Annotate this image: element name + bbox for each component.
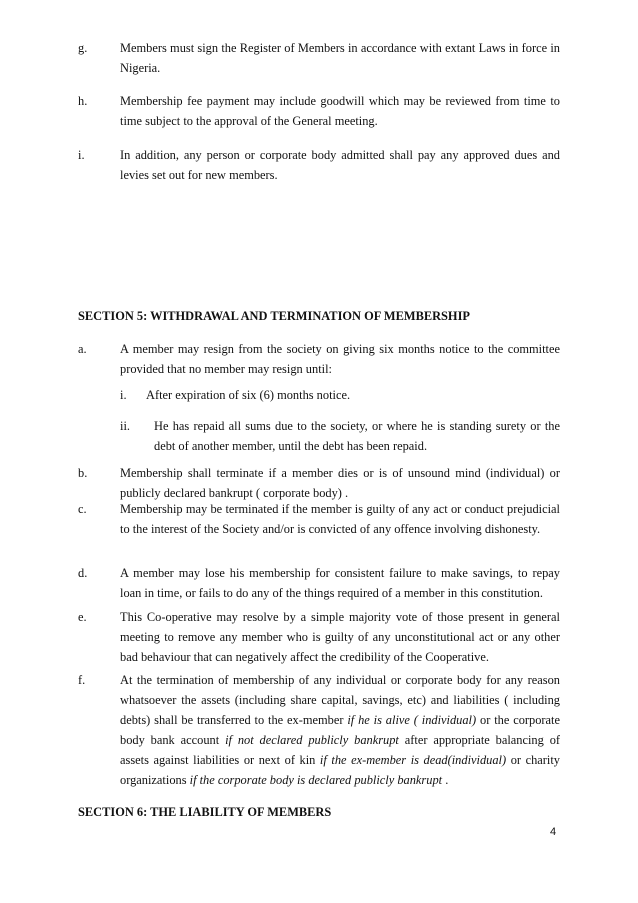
clause-text: Members must sign the Register of Members in accordance with extant Laws in force in Nigeria.	[120, 41, 560, 75]
clause-text-part: At the termination of membership of any individual or corporate body for any reason whatsoever the assets (including share capital, savings, etc) and liabilities ( including debts) shall be transferred to the ex-member	[120, 673, 560, 727]
clause-text: A member may resign from the society on giving six months notice to the committee provided that no member may resign until:	[120, 342, 560, 376]
clause-text: This Co-operative may resolve by a simple majority vote of those present in general meeting to remove any member who is guilty of any unconstitutional act or any other bad behaviour that can negatively affect the credibility of the Cooperative.	[120, 610, 560, 664]
clause-text-part: or the corporate body bank account	[120, 713, 560, 747]
clause-text: A member may lose his membership for consistent failure to make savings, to repay loan in time, or fails to do any of the things required of a member in this constitution.	[120, 566, 560, 600]
sub-clause-text: After expiration of six (6) months notice.	[146, 388, 351, 402]
page-number: 4	[550, 826, 557, 838]
clause-text-italic: if the corporate body is declared publicly bankrupt	[189, 773, 443, 787]
clause-h	[78, 91, 560, 131]
clause-a	[78, 339, 560, 379]
clause-d	[78, 563, 560, 603]
clause-text: Membership may be terminated if the member is guilty of any act or conduct prejudicial to the interest of the Society and/or is convicted of any offence involving dishonesty.	[120, 502, 560, 536]
clause-b	[78, 463, 560, 503]
clause-text: In addition, any person or corporate body admitted shall pay any approved dues and levies set out for new members.	[120, 148, 560, 182]
section-6-heading: SECTION 6: THE LIABILITY OF MEMBERS	[78, 805, 332, 819]
clause-letter: f.	[78, 673, 86, 687]
clause-text	[120, 670, 560, 790]
clause-text-part: or charity organizations	[120, 753, 560, 787]
clause-e	[78, 607, 560, 667]
clause-letter: h.	[78, 94, 88, 108]
clause-text-italic: if the ex-member is dead(individual)	[319, 753, 507, 767]
clause-letter: b.	[78, 466, 88, 480]
clause-text-part: .	[442, 773, 449, 787]
section-5-heading: SECTION 5: WITHDRAWAL AND TERMINATION OF MEMBERSHIP	[78, 309, 470, 323]
clause-letter: c.	[78, 502, 87, 516]
clause-letter: a.	[78, 342, 87, 356]
clause-g	[78, 38, 560, 78]
clause-text-italic: if he is alive ( individual)	[347, 713, 477, 727]
sub-clause-ii	[120, 416, 560, 456]
clause-letter: d.	[78, 566, 88, 580]
sub-clause-letter: ii.	[120, 419, 130, 433]
sub-clause-i	[120, 385, 560, 405]
clause-text-part: after appropriate balancing of assets against liabilities or next of kin	[120, 733, 561, 767]
clause-text-italic: if not declared publicly bankrupt	[225, 733, 399, 747]
clause-letter: e.	[78, 610, 87, 624]
clause-letter: i.	[78, 148, 85, 162]
sub-clause-text: He has repaid all sums due to the society, or where he is standing surety or the debt of another member, until the debt has been repaid.	[154, 419, 560, 453]
clause-text: Membership shall terminate if a member dies or is of unsound mind (individual) or publicly declared bankrupt ( corporate body) .	[120, 466, 560, 500]
clause-text: Membership fee payment may include goodwill which may be reviewed from time to time subject to the approval of the General meeting.	[120, 94, 560, 128]
clause-f	[78, 670, 560, 790]
clause-c	[78, 499, 560, 539]
sub-clause-letter: i.	[120, 388, 127, 402]
clause-i	[78, 145, 560, 185]
clause-letter: g.	[78, 41, 88, 55]
